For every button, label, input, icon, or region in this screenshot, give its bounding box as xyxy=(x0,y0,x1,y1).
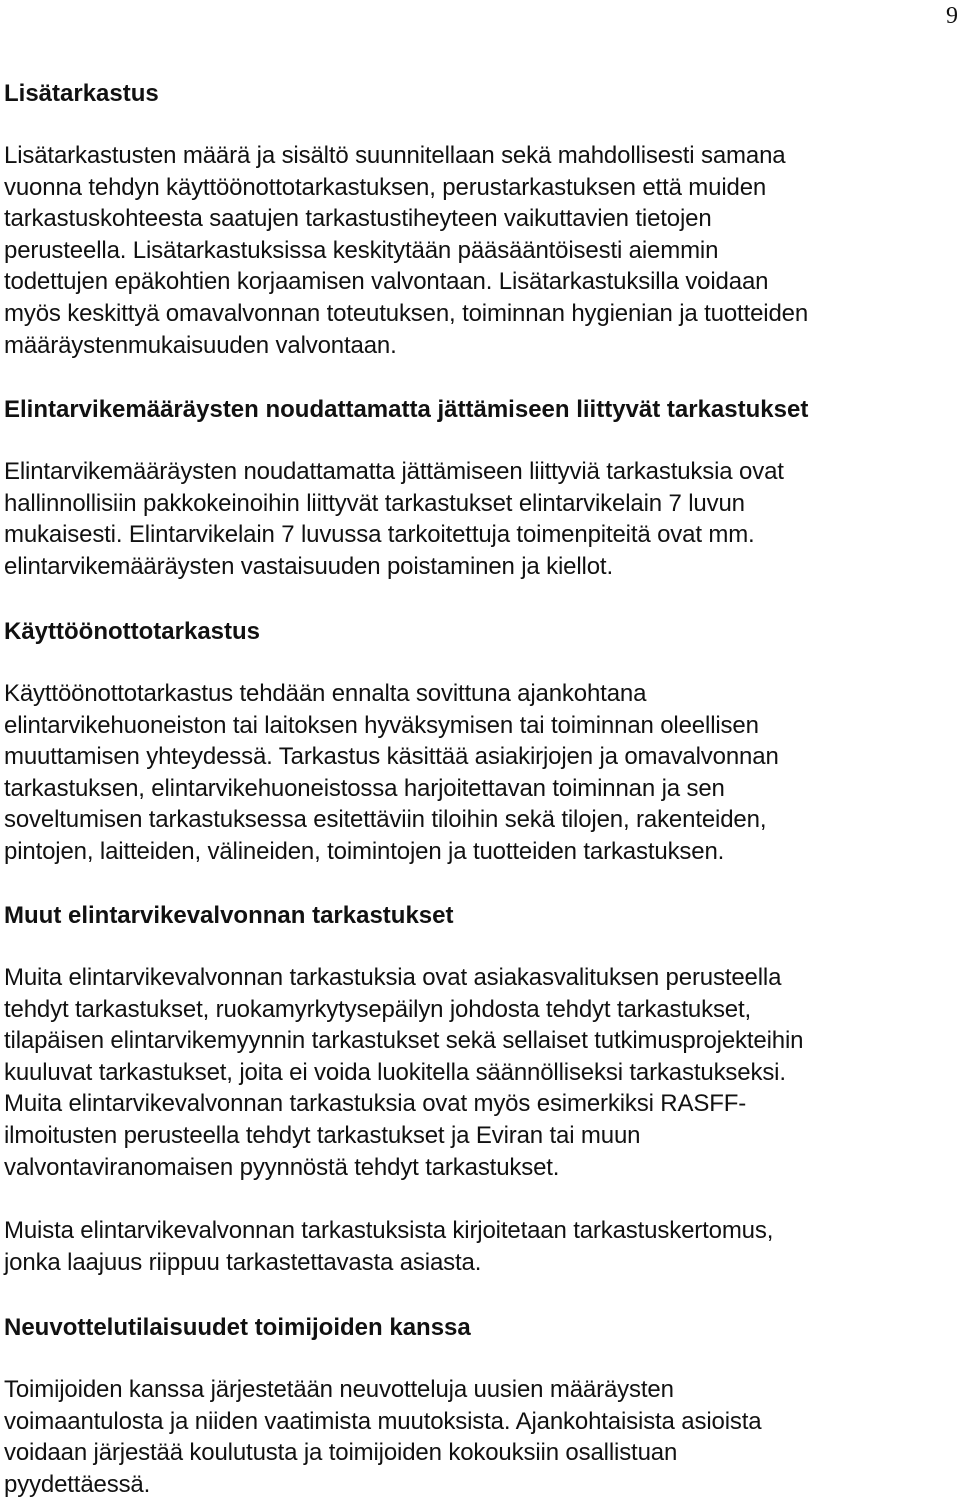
text-line: myös keskittyä omavalvonnan toteutuksen, toiminnan hygienian ja tuotteiden xyxy=(4,299,809,327)
paragraph xyxy=(4,1215,954,1278)
text-line: muuttamisen yhteydessä. Tarkastus käsittää asiakirjojen ja omavalvonnan xyxy=(4,743,779,771)
text-line: todettujen epäkohtien korjaamisen valvontaan. Lisätarkastuksilla voidaan xyxy=(4,268,769,296)
section-kayttoonottotarkastus xyxy=(4,616,954,868)
text-line: Elintarvikemääräysten noudattamatta jättämiseen liittyviä tarkastuksia ovat xyxy=(4,458,784,485)
text-line: elintarvikemääräysten vastaisuuden poistaminen ja kiellot. xyxy=(4,552,613,580)
section-heading: Neuvottelutilaisuudet toimijoiden kanssa xyxy=(4,1314,471,1341)
text-line: Käyttöönottotarkastus tehdään ennalta sovittuna ajankohtana xyxy=(4,680,647,707)
text-line: tehdyt tarkastukset, ruokamyrkytysepäilyn johdosta tehdyt tarkastukset, xyxy=(4,995,752,1023)
text-line: pintojen, laitteiden, välineiden, toimintojen ja tuotteiden tarkastuksen. xyxy=(4,837,725,865)
section-heading: Lisätarkastus xyxy=(4,80,159,107)
text-line: voidaan järjestää koulutusta ja toimijoiden kokouksiin osallistuan xyxy=(4,1439,678,1467)
text-line: Muita elintarvikevalvonnan tarkastuksia ovat myös esimerkiksi RASFF- xyxy=(4,1090,747,1118)
text-line: Muita elintarvikevalvonnan tarkastuksia ovat asiakasvalituksen perusteella xyxy=(4,964,782,991)
paragraph xyxy=(4,1374,954,1500)
paragraph xyxy=(4,140,954,361)
section-lisatarkastus xyxy=(4,78,954,361)
section-heading: Elintarvikemääräysten noudattamatta jättämiseen liittyvät tarkastukset xyxy=(4,396,809,423)
paragraph xyxy=(4,962,954,1183)
text-line: määräystenmukaisuuden valvontaan. xyxy=(4,331,397,359)
text-line: tarkastuskohteesta saatujen tarkastustiheyteen vaikuttavien tietojen xyxy=(4,205,712,233)
paragraph xyxy=(4,678,954,868)
text-line: soveltumisen tarkastuksessa esitettäviin tiloihin sekä tilojen, rakenteiden, xyxy=(4,806,767,834)
text-line: hallinnollisiin pakkokeinoihin liittyvät tarkastukset elintarvikelain 7 luvun xyxy=(4,489,745,517)
text-line: Toimijoiden kanssa järjestetään neuvotteluja uusien määräysten xyxy=(4,1376,674,1403)
text-line: ilmoitusten perusteella tehdyt tarkastukset ja Eviran tai muun xyxy=(4,1121,641,1149)
section-heading: Käyttöönottotarkastus xyxy=(4,618,261,645)
text-line: perusteella. Lisätarkastuksissa keskitytään pääsääntöisesti aiemmin xyxy=(4,236,719,264)
text-line: kuuluvat tarkastukset, joita ei voida luokitella säännölliseksi tarkastukseksi. xyxy=(4,1058,786,1086)
text-line: valvontaviranomaisen pyynnöstä tehdyt tarkastukset. xyxy=(4,1153,560,1181)
section-muut-tarkastukset xyxy=(4,900,954,1278)
text-line: jonka laajuus riippuu tarkastettavasta asiasta. xyxy=(4,1248,482,1276)
text-line: mukaisesti. Elintarvikelain 7 luvussa tarkoitettuja toimenpiteitä ovat mm. xyxy=(4,521,755,549)
section-heading: Muut elintarvikevalvonnan tarkastukset xyxy=(4,902,454,929)
text-line: Muista elintarvikevalvonnan tarkastuksista kirjoitetaan tarkastuskertomus, xyxy=(4,1217,774,1245)
page-number: 9 xyxy=(946,3,958,29)
text-line: tilapäisen elintarvikemyynnin tarkastukset sekä sellaiset tutkimusprojekteihin xyxy=(4,1027,804,1055)
text-line: Lisätarkastusten määrä ja sisältö suunnitellaan sekä mahdollisesti samana xyxy=(4,142,786,169)
paragraph xyxy=(4,456,954,582)
text-line: tarkastuksen, elintarvikehuoneistossa harjoitettavan toiminnan ja sen xyxy=(4,774,725,802)
text-line: elintarvikehuoneiston tai laitoksen hyväksymisen tai toiminnan oleellisen xyxy=(4,711,759,739)
section-noudattamatta-jattaminen xyxy=(4,394,954,582)
text-line: voimaantulosta ja niiden vaatimista muutoksista. Ajankohtaisista asioista xyxy=(4,1407,762,1435)
section-neuvottelutilaisuudet xyxy=(4,1312,954,1500)
text-line: vuonna tehdyn käyttöönottotarkastuksen, perustarkastuksen että muiden xyxy=(4,173,767,201)
text-line: pyydettäessä. xyxy=(4,1470,151,1498)
